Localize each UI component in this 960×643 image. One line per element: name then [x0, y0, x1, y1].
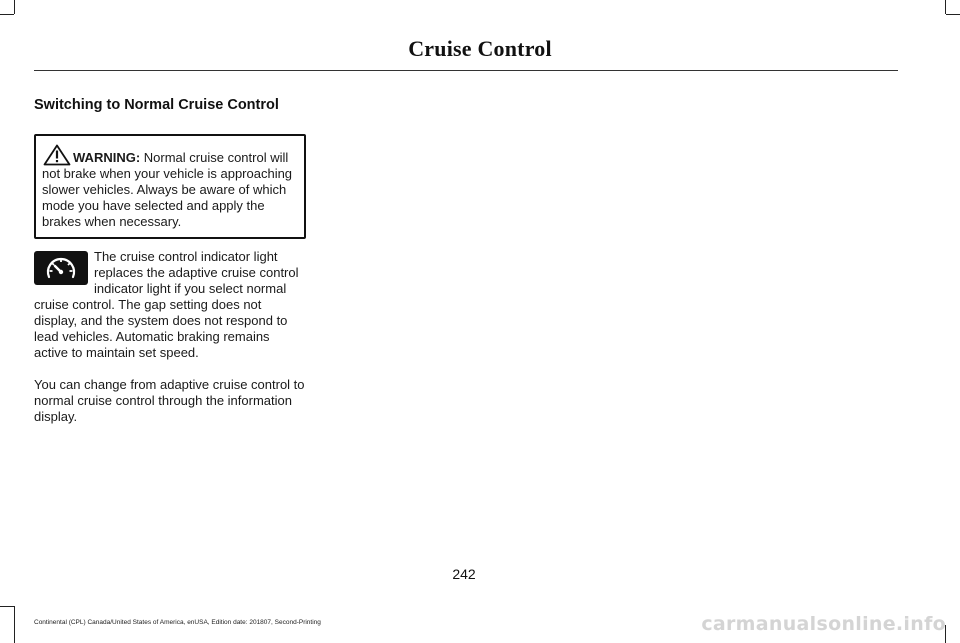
crop-mark: [945, 0, 946, 14]
warning-triangle-icon: [43, 144, 71, 166]
change-mode-paragraph: You can change from adaptive cruise control to normal cruise control through the information display.: [34, 377, 305, 424]
header-divider: [34, 70, 898, 71]
crop-mark: [14, 0, 15, 14]
warning-label: WARNING:: [73, 150, 141, 165]
content-column: [34, 96, 306, 425]
indicator-paragraph: [34, 249, 306, 361]
page-number: 242: [452, 566, 476, 582]
page-title: Cruise Control: [408, 36, 552, 61]
edition-footer: Continental (CPL) Canada/United States of America, enUSA, Edition date: 201807, Second-Printing: [34, 619, 321, 626]
crop-mark: [0, 606, 14, 607]
speedometer-icon: [44, 253, 78, 283]
section-heading: Switching to Normal Cruise Control: [34, 97, 279, 113]
warning-text: Normal cruise control will not brake when your vehicle is approaching slower vehicles. Always be aware of which mode you have selected and apply the brakes when necessary.: [42, 150, 293, 229]
crop-mark: [0, 14, 14, 15]
cruise-control-indicator-icon: [34, 251, 88, 285]
crop-mark: [946, 14, 960, 15]
crop-mark: [14, 606, 15, 643]
indicator-text: The cruise control indicator light replaces the adaptive cruise control indicator light if you select normal cruise control. The gap setting does not display, and the system does not respond to lead vehicles. Automatic braking remains active to maintain set speed.: [34, 249, 299, 360]
watermark: carmanualsonline.info: [701, 613, 946, 635]
warning-box: [34, 134, 306, 239]
